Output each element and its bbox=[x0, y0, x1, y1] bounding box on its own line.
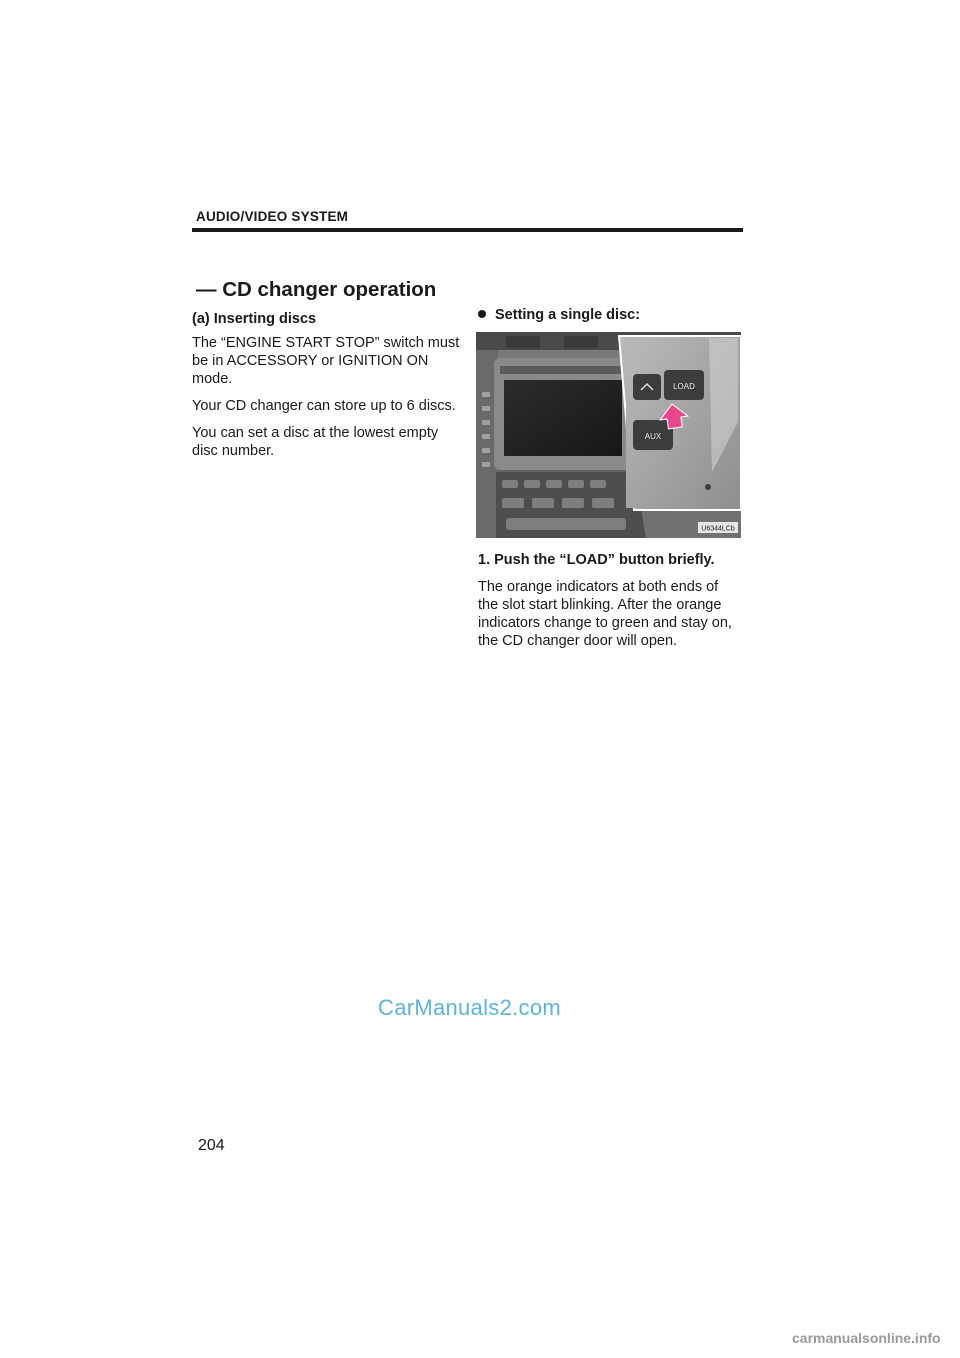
section-header: AUDIO/VIDEO SYSTEM bbox=[196, 209, 349, 224]
step-description: The orange indicators at both ends of the slot start blinking. After the orange indicators change to green and stay on, the CD changer door will open. bbox=[478, 579, 732, 649]
paragraph-switch-mode: The “ENGINE START STOP” switch must be in ACCESSORY or IGNITION ON mode. bbox=[192, 335, 460, 387]
dashboard-photo bbox=[476, 332, 741, 538]
right-column bbox=[478, 551, 742, 659]
paragraph-lowest-slot: You can set a disc at the lowest empty disc number. bbox=[192, 425, 439, 459]
load-button-label: LOAD bbox=[673, 382, 695, 391]
watermark-carmanuals2: CarManuals2.com bbox=[378, 995, 562, 1020]
bullet-heading bbox=[478, 307, 640, 323]
figure-code: U6344LCb bbox=[701, 525, 735, 533]
page-title: — CD changer operation bbox=[196, 278, 437, 301]
left-column bbox=[192, 310, 460, 469]
paragraph-capacity: Your CD changer can store up to 6 discs. bbox=[192, 398, 456, 414]
watermark-carmanualsonline: carmanualsonline.info bbox=[792, 1330, 941, 1346]
bullet-label: Setting a single disc: bbox=[495, 307, 641, 323]
step-title: 1. Push the “LOAD” button briefly. bbox=[478, 552, 715, 568]
bullet-dot-icon bbox=[478, 310, 486, 318]
page-number: 204 bbox=[198, 1137, 225, 1154]
sub-heading: (a) Inserting discs bbox=[192, 311, 317, 327]
aux-button-label: AUX bbox=[644, 432, 662, 441]
header-rule bbox=[192, 228, 743, 232]
